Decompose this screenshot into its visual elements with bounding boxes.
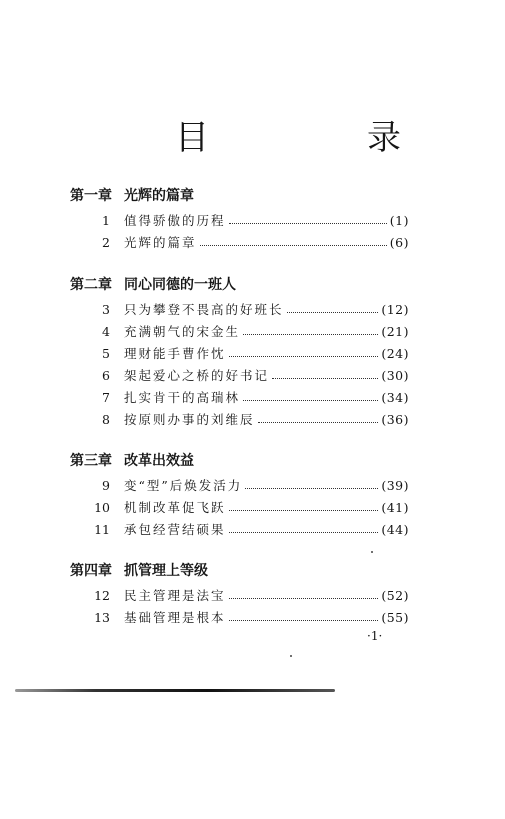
entry-number: 6 — [102, 367, 110, 383]
toc-entry — [70, 584, 409, 606]
entry-number: 13 — [94, 609, 110, 625]
dot-leader — [245, 488, 378, 489]
dot-leader — [243, 400, 378, 401]
toc-entry — [70, 298, 409, 320]
scan-edge-line — [15, 689, 335, 692]
entry-title: 承包经营结硕果 — [124, 522, 226, 537]
entry-title: 基础管理是根本 — [124, 610, 226, 625]
entry-page: (36) — [381, 411, 409, 427]
toc-entry — [70, 386, 409, 408]
entry-number: 8 — [102, 411, 110, 427]
chapter-label: 第三章 — [70, 453, 112, 469]
page-number: ·1· — [367, 629, 383, 643]
entry-page: (34) — [381, 389, 409, 405]
entry-title: 充满朝气的宋金生 — [124, 324, 241, 339]
chapter-label: 第一章 — [70, 188, 112, 204]
chapter-label: 第四章 — [70, 563, 112, 579]
scan-speck — [371, 551, 373, 553]
entry-number: 1 — [102, 212, 110, 228]
dot-leader — [287, 312, 379, 313]
dot-leader — [229, 532, 379, 533]
entry-number: 5 — [102, 345, 110, 361]
entry-page: (55) — [381, 609, 409, 625]
entry-page: (41) — [381, 499, 409, 515]
chapter-name: 光辉的篇章 — [124, 188, 194, 204]
entry-page: (6) — [389, 234, 409, 250]
toc-entry — [70, 209, 409, 231]
toc-entry — [70, 606, 409, 628]
toc-entry — [70, 496, 409, 518]
toc-entry — [70, 342, 409, 364]
entry-number: 3 — [102, 301, 110, 317]
entry-title: 架起爱心之桥的好书记 — [124, 368, 270, 383]
entry-title: 民主管理是法宝 — [124, 588, 226, 603]
chapter-name: 同心同德的一班人 — [124, 277, 236, 293]
dot-leader — [229, 223, 387, 224]
chapter-name: 改革出效益 — [124, 453, 194, 469]
entry-number: 11 — [94, 521, 110, 537]
entry-title: 光辉的篇章 — [124, 235, 197, 250]
entry-page: (30) — [381, 367, 409, 383]
entry-page: (44) — [381, 521, 409, 537]
entry-title: 值得骄傲的历程 — [124, 213, 226, 228]
page-title: 目 录 — [175, 118, 463, 158]
toc-entry — [70, 408, 409, 430]
entry-title: 按原则办事的刘维辰 — [124, 412, 255, 427]
entry-number: 2 — [102, 234, 110, 250]
dot-leader — [229, 598, 379, 599]
entry-title: 只为攀登不畏高的好班长 — [124, 302, 284, 317]
toc-entry — [70, 320, 409, 342]
chapter-name: 抓管理上等级 — [124, 563, 208, 579]
dot-leader — [272, 378, 378, 379]
entry-title: 理财能手曹作忱 — [124, 346, 226, 361]
chapter-heading-4 — [70, 560, 208, 580]
entry-page: (24) — [381, 345, 409, 361]
dot-leader — [229, 620, 379, 621]
toc-entry — [70, 364, 409, 386]
entry-title: 变“型”后焕发活力 — [124, 478, 243, 493]
chapter-label: 第二章 — [70, 277, 112, 293]
entry-number: 4 — [102, 323, 110, 339]
dot-leader — [229, 510, 379, 511]
entry-title: 机制改革促飞跃 — [124, 500, 226, 515]
chapter-heading-3 — [70, 450, 194, 470]
entry-number: 10 — [94, 499, 110, 515]
toc-entry — [70, 518, 409, 540]
entry-page: (39) — [381, 477, 409, 493]
entry-number: 12 — [94, 587, 110, 603]
entry-number: 9 — [102, 477, 110, 493]
entry-title: 扎实肯干的高瑞林 — [124, 390, 241, 405]
dot-leader — [200, 245, 387, 246]
dot-leader — [243, 334, 378, 335]
chapter-heading-2 — [70, 274, 236, 294]
entry-number: 7 — [102, 389, 110, 405]
chapter-heading-1 — [70, 185, 194, 205]
entry-page: (1) — [389, 212, 409, 228]
toc-entry — [70, 231, 409, 253]
entry-page: (52) — [381, 587, 409, 603]
dot-leader — [258, 422, 379, 423]
toc-entry — [70, 474, 409, 496]
dot-leader — [229, 356, 379, 357]
entry-page: (21) — [381, 323, 409, 339]
entry-page: (12) — [381, 301, 409, 317]
scan-speck — [290, 655, 292, 657]
